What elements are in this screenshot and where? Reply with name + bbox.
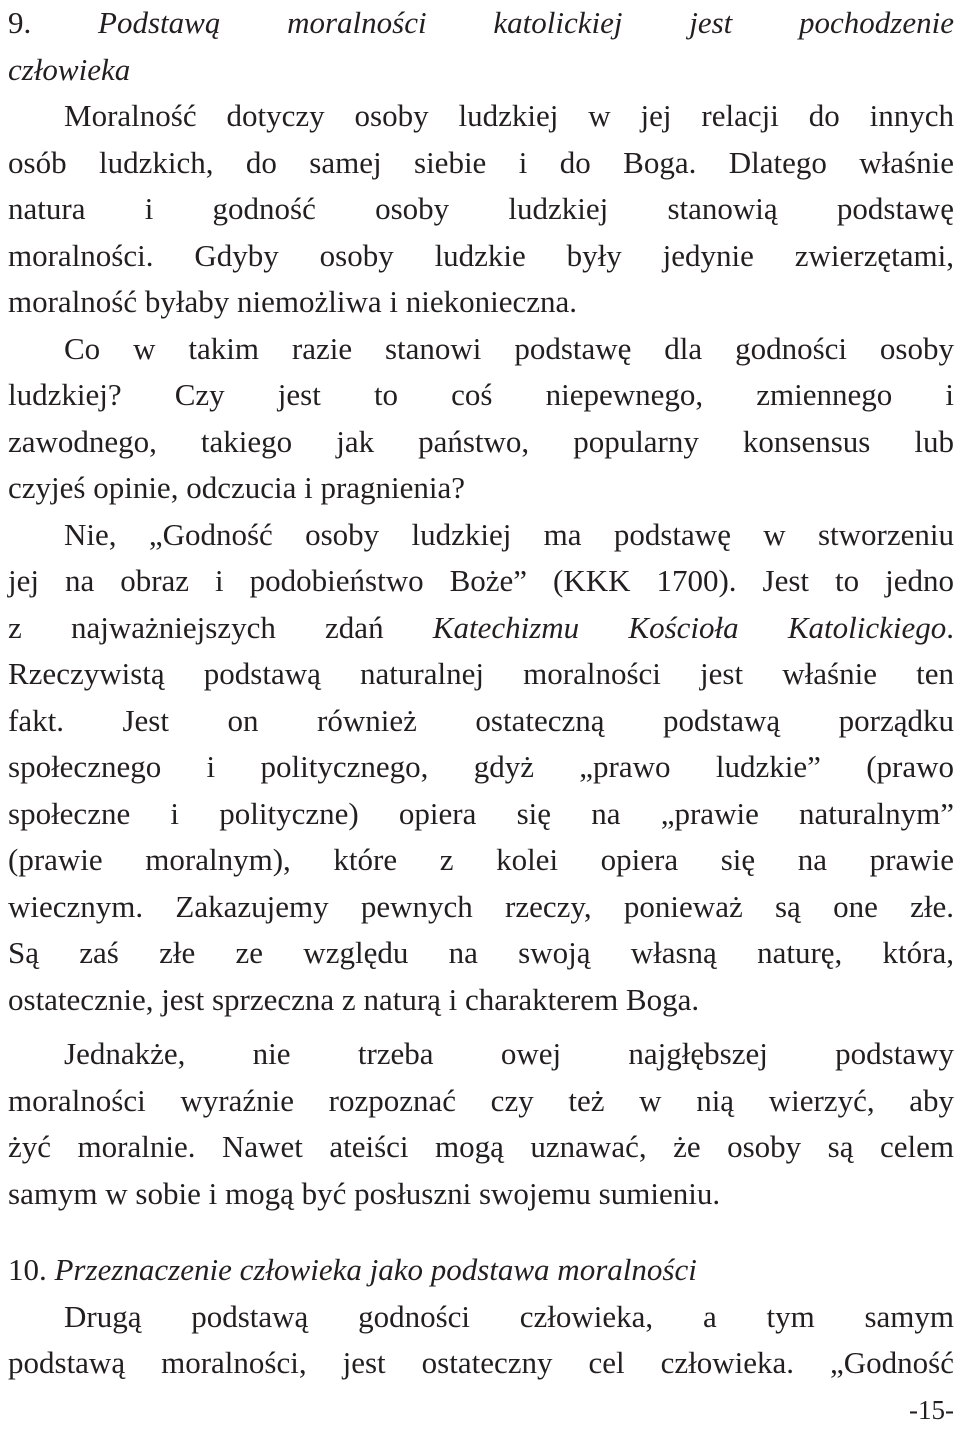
section-spacer [8, 1217, 954, 1247]
paragraph-1-line-5: moralność byłaby niemożliwa i niekonieczna. [8, 284, 578, 319]
catechism-title: Katechizmu Kościoła Katolickiego [432, 609, 947, 645]
page-number: -15- [909, 1395, 954, 1425]
paragraph-3-line-11: ostatecznie, jest sprzeczna z naturą i charakterem Boga. [8, 981, 700, 1017]
paragraph-2-line-1: Co w takim razie stanowi podstawę dla godności osoby [64, 330, 954, 366]
paragraph-3-line-2: jej na obraz i podobieństwo Boże” (KKK 1700). Jest to jedno [8, 563, 954, 598]
paragraph-1-line-1: Moralność dotyczy osoby ludzkiej w jej relacji do innych [64, 98, 954, 133]
paragraph-3-line-10: Są zaś złe ze względu na swoją własną naturę, która, [8, 935, 954, 970]
paragraph-4-line-1: Jednakże, nie trzeba owej najgłębszej podstawy [64, 1036, 954, 1071]
section-10-title: Przeznaczenie człowieka jako podstawa moralności [54, 1252, 697, 1287]
paragraph-3-line-9: wiecznym. Zakazujemy pewnych rzeczy, ponieważ są one złe. [8, 888, 954, 924]
paragraph-2-line-4: czyjeś opinie, odczucia i pragnienia? [8, 470, 466, 505]
paragraph-4-line-3: żyć moralnie. Nawet ateiści mogą uznawać, że osoby są celem [8, 1129, 954, 1164]
paragraph-1 [8, 93, 954, 326]
section-10-heading [8, 1247, 954, 1294]
paragraph-3-line-6: społecznego i politycznego, gdyż „prawo ludzkie” (prawo [8, 749, 954, 784]
paragraph-4 [8, 1031, 954, 1217]
paragraph-5-line-2: podstawą moralności, jest ostateczny cel człowieka. „Godność [8, 1345, 954, 1380]
paragraph-3-line-5: fakt. Jest on również ostateczną podstawą porządku [8, 702, 954, 738]
paragraph-1-line-2: osób ludzkich, do samej siebie i do Boga. Dlatego właśnie [8, 144, 954, 180]
paragraph-4-line-2: moralności wyraźnie rozpoznać czy też w nią wierzyć, aby [8, 1082, 954, 1118]
paragraph-3-line-4: Rzeczywistą podstawą naturalnej moralności jest właśnie ten [8, 656, 954, 691]
paragraph-3-line-3-period: . [946, 609, 954, 645]
paragraph-2-line-2: ludzkiej? Czy jest to coś niepewnego, zmiennego i [8, 377, 954, 412]
paragraph-3-line-7: społeczne i polityczne) opiera się na „prawie naturalnym” [8, 795, 954, 831]
paragraph-3 [8, 512, 954, 1024]
section-9-number: 9. [8, 5, 32, 40]
section-10-number: 10. [8, 1252, 47, 1287]
paragraph-5 [8, 1294, 954, 1387]
paragraph-4-line-4: samym w sobie i mogą być posłuszni swojemu sumieniu. [8, 1175, 721, 1211]
paragraph-2-line-3: zawodnego, takiego jak państwo, popularny konsensus lub [8, 423, 954, 459]
paragraph-spacer [8, 1023, 954, 1031]
paragraph-3-line-3 [8, 605, 954, 652]
section-9-title-line-2: człowieka [8, 51, 131, 87]
section-9-heading [8, 0, 954, 93]
paragraph-1-line-4: moralności. Gdyby osoby ludzkie były jedynie zwierzętami, [8, 237, 954, 273]
paragraph-2 [8, 326, 954, 512]
paragraph-3-line-3-text: z najważniejszych zdań [8, 609, 433, 645]
paragraph-5-line-1: Drugą podstawą godności człowieka, a tym samym [64, 1298, 954, 1334]
paragraph-3-line-1: Nie, „Godność osoby ludzkiej ma podstawę w stworzeniu [64, 516, 954, 552]
section-9-title-line-1: Podstawą moralności katolickiej jest pochodzenie [98, 5, 955, 40]
page-content [8, 0, 954, 1387]
paragraph-1-line-3: natura i godność osoby ludzkiej stanowią podstawę [8, 191, 954, 226]
paragraph-3-line-8: (prawie moralnym), które z kolei opiera się na prawie [8, 842, 954, 877]
